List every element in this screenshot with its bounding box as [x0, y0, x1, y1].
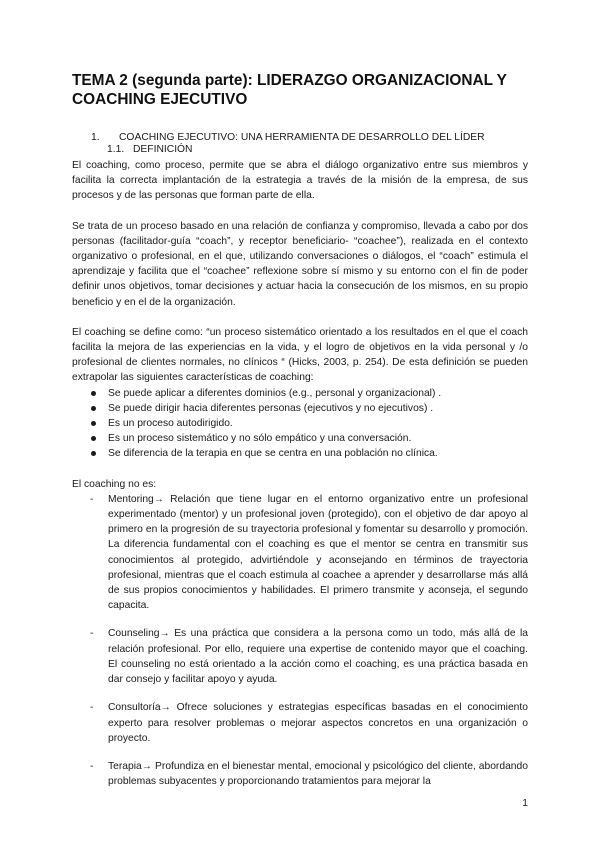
bullet-icon	[91, 451, 96, 456]
section-heading	[72, 132, 528, 144]
list-item: Es un proceso sistemático y no sólo empático y una conversación.	[72, 431, 528, 446]
list-item-counseling: - Counseling→ Es una práctica que considera a la persona como un todo, más allá de la relación profesional. Por ello, requiere una expertise de contenido mayor que el coaching. El counseling no está orientado a la acción como el coaching, es una práctica basada en dar consejo y facilitar apoyo y ayuda.	[90, 628, 528, 686]
subsection-number: 1.1.	[107, 144, 125, 155]
bullet-icon	[91, 391, 96, 396]
section-title: COACHING EJECUTIVO: UNA HERRAMIENTA DE DESARROLLO DEL LÍDER	[119, 132, 485, 143]
list-item-mentoring: - Mentoring→ Relación que tiene lugar en el entorno organizativo entre un profesional experimentado (mentor) y un profesional joven (protegido), con el objetivo de dar apoyo al primero en la progresión de su trayectoria profesional y fomentar su desarrollo y promoción. La diferencia fundamental con el coaching es que el mentor se centra en transmitir sus conocimientos al protegido, advirtiéndole y aconsejando en términos de trayectoria profesional, mientras que el coach estimula al coachee a aprender y desarrollarse más allá de sus propios conocimientos y habilidades. El primero transmite y aconseja, el segundo capacita.	[90, 493, 528, 612]
subsection-heading	[72, 144, 528, 156]
list-item-consultoria: - Consultoría→ Ofrece soluciones y estrategias específicas basadas en el conocimiento experto para resolver problemas o mejorar aspectos concretos en una organización o proyecto.	[90, 702, 528, 744]
subsection-title: DEFINICIÓN	[133, 144, 193, 155]
list-item-terapia: - Terapia→ Profundiza en el bienestar mental, emocional y psicológico del cliente, abordando problemas subyacentes y proporcionando tratamientos para mejorar la	[90, 760, 528, 788]
paragraph-process: Se trata de un proceso basado en una relación de confianza y compromiso, llevada a cabo por dos personas (facilitador-guía “coach”, y receptor beneficiario- “coachee”), realizada en el contexto organizativo o profesional, en el que, utilizando conversaciones o diálogos, el “coach” estimula el aprendizaje y facilita que el “coachee” reflexione sobre sí mismo y su entorno con el fin de poder definir unos objetivos, tomar decisiones y actuar hacia la consecución de los mismos, en su propio beneficio y en el de la organización.	[72, 220, 528, 308]
characteristics-list	[72, 386, 528, 462]
not-coaching-list	[72, 492, 528, 789]
paragraph-definition: El coaching se define como: “un proceso sistemático orientado a los resultados en el que el coach facilita la mejora de las experiencias en la vida, y el logro de objetivos en la vida personal y /o profesional de clientes normales, no clínicos “ (Hicks, 2003, p. 254). De esta definición se pueden extrapolar las siguientes características de coaching:	[72, 326, 528, 384]
list-item: Se puede dirigir hacia diferentes personas (ejecutivos y no ejecutivos) .	[72, 401, 528, 416]
page-number: 1	[522, 798, 528, 809]
page-title: TEMA 2 (segunda parte): LIDERAZGO ORGANIZACIONAL Y COACHING EJECUTIVO	[72, 72, 507, 108]
paragraph-not-intro: El coaching no es:	[72, 478, 157, 490]
list-item: Es un proceso autodirigido.	[72, 416, 528, 431]
bullet-icon	[91, 406, 96, 411]
paragraph-intro: El coaching, como proceso, permite que se abra el diálogo organizativo entre sus miembros y facilita la correcta implantación de la estrategia a través de la misión de la empresa, de sus procesos y de las personas que forman parte de ella.	[72, 160, 528, 202]
list-item: Se puede aplicar a diferentes dominios (e.g., personal y organizacional) .	[72, 386, 528, 401]
section-number: 1.	[91, 132, 100, 143]
bullet-icon	[91, 436, 96, 441]
bullet-icon	[91, 421, 96, 426]
list-item: Se diferencia de la terapia en que se centra en una población no clínica.	[72, 446, 528, 461]
